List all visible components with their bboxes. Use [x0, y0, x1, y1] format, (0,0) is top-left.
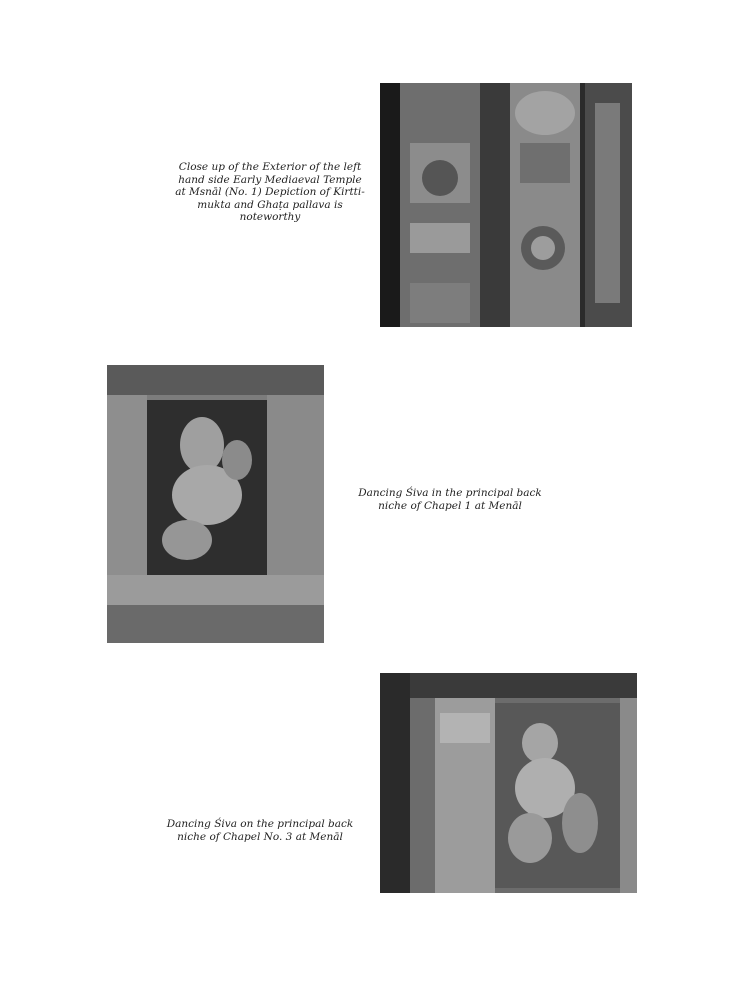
plate-3-caption: Dancing Śiva on the principal back niche of Chapel No. 3 at Menāl	[166, 818, 354, 843]
temple-exterior-pillars-image	[380, 83, 632, 327]
plate-1-photo	[380, 83, 632, 327]
plate-1-caption: Close up of the Exterior of the left hand side Early Mediaeval Temple at Msnāl (No. 1) Depiction of Kirtti- mukta and Ghaṭa pallava is noteworthy	[175, 161, 365, 223]
dancing-siva-chapel-3-image	[380, 673, 637, 893]
plate-3-photo	[380, 673, 637, 893]
dancing-siva-chapel-1-image	[107, 365, 324, 643]
plate-2-caption: Dancing Śiva in the principal back niche of Chapel 1 at Menāl	[358, 487, 542, 512]
plate-2-photo	[107, 365, 324, 643]
